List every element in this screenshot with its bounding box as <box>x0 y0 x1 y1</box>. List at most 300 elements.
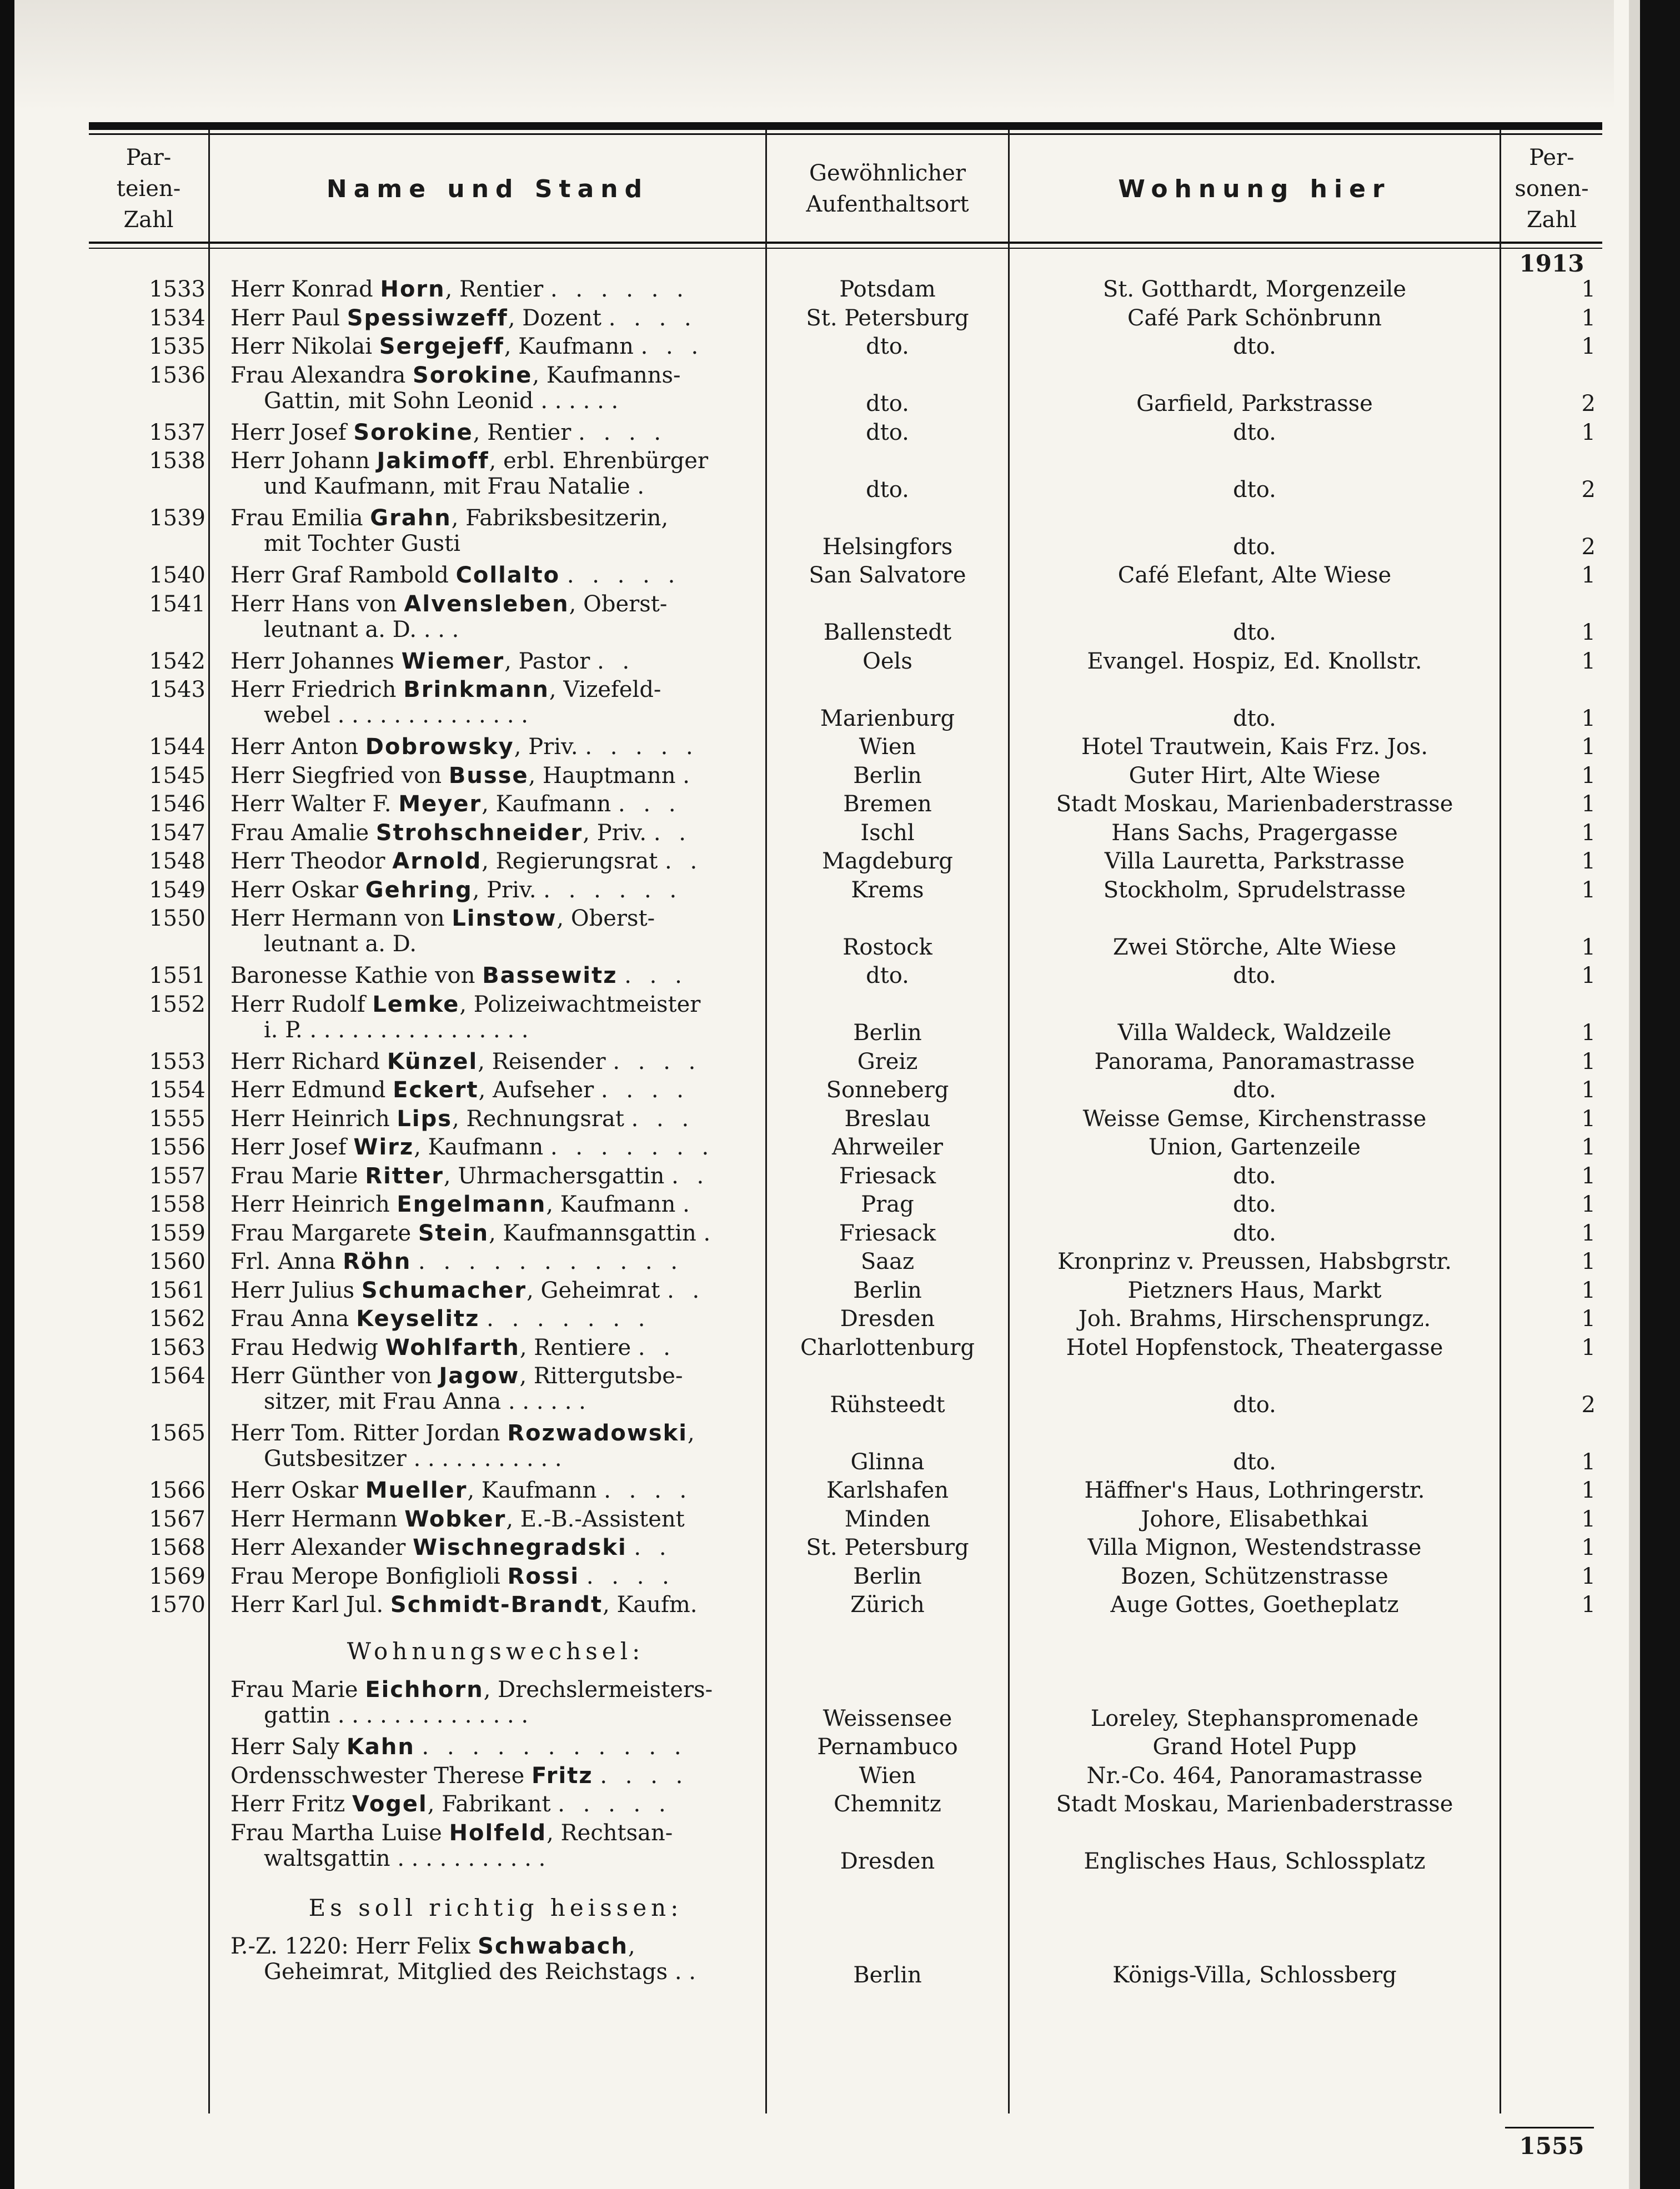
entry-name-line <box>230 363 761 388</box>
table-row <box>89 563 1602 591</box>
entry-name <box>230 1163 761 1189</box>
leader-dots: . . . . <box>586 1563 675 1589</box>
entry-wohnung: dto. <box>1233 1449 1276 1475</box>
entry-title: Herr Walter F. <box>230 791 392 817</box>
entry-occupation: , Hauptmann <box>528 762 676 789</box>
leader-dots: . . . . <box>601 1077 690 1103</box>
entry-personen: 1 <box>1581 1306 1596 1332</box>
entry-wohnung: Nr.-Co. 464, Panoramastrasse <box>1086 1763 1423 1789</box>
entry-number: 1545 <box>149 762 205 789</box>
entry-name-line <box>230 1221 761 1246</box>
entry-wohnung: Panorama, Panoramastrasse <box>1094 1048 1415 1075</box>
entry-wohnung: Café Elefant, Alte Wiese <box>1117 563 1392 588</box>
leader-dots: . . . <box>631 1106 695 1132</box>
header-line: Gewöhnlicher <box>809 160 966 186</box>
entry-name <box>230 763 761 789</box>
leader-dots: . . . . . <box>566 563 681 588</box>
entry-surname: Rossi <box>507 1563 580 1589</box>
entry-title: Herr Johann <box>230 448 370 474</box>
entry-name-line <box>230 1592 761 1618</box>
entry-aufenthaltsort: San Salvatore <box>809 563 966 588</box>
entry-surname: Sorokine <box>413 362 533 388</box>
entry-name-line <box>230 277 761 302</box>
entry-occupation: , Reisender <box>478 1048 606 1075</box>
entry-occupation: , Polizeiwachtmeister <box>459 991 701 1017</box>
entry-number: 1564 <box>149 1363 205 1389</box>
table-row <box>89 505 1602 563</box>
entry-surname: Wiemer <box>401 648 505 674</box>
table-row <box>89 1535 1602 1564</box>
entry-number: 1568 <box>149 1535 205 1560</box>
entry-personen: 1 <box>1581 620 1596 645</box>
entry-occupation: , Kaufmann <box>414 1134 544 1160</box>
entry-name <box>230 906 761 957</box>
entry-number: 1555 <box>149 1106 205 1132</box>
entry-title: Herr Heinrich <box>230 1106 390 1132</box>
entry-wohnung: dto. <box>1233 476 1276 503</box>
entry-personen: 2 <box>1581 391 1596 416</box>
page-total-rule <box>1505 2127 1594 2128</box>
entry-wohnung: Garfield, Parkstrasse <box>1136 391 1373 416</box>
entry-name-line <box>230 849 761 874</box>
entry-name-line <box>230 1934 761 1959</box>
entry-occupation: , Regierungsrat <box>482 849 658 874</box>
entry-name <box>230 849 761 874</box>
leader-dots: . . <box>638 1334 676 1360</box>
entry-personen: 1 <box>1581 1506 1596 1532</box>
entry-number: 1534 <box>149 305 205 331</box>
entry-name-line <box>230 420 761 445</box>
entry-number: 1559 <box>149 1220 205 1246</box>
entry-surname: Vogel <box>352 1791 428 1817</box>
entry-number: 1541 <box>149 591 205 617</box>
entry-aufenthaltsort: Magdeburg <box>822 849 953 874</box>
entry-name <box>230 1820 761 1871</box>
entry-personen: 1 <box>1581 1478 1596 1503</box>
entry-personen: 1 <box>1581 1106 1596 1132</box>
entry-wohnung: Johore, Elisabethkai <box>1141 1506 1368 1532</box>
entry-aufenthaltsort: Ballenstedt <box>823 620 952 645</box>
entry-number: 1556 <box>149 1134 205 1160</box>
section-title-wohnungswechsel: Wohnungswechsel: <box>347 1637 645 1665</box>
entry-aufenthaltsort: dto. <box>866 476 909 503</box>
entry-name-line <box>230 820 761 846</box>
entry-surname: Alvensleben <box>404 591 569 617</box>
entry-surname: Brinkmann <box>403 677 549 702</box>
entry-wohnung: Hotel Hopfenstock, Theatergasse <box>1066 1334 1443 1360</box>
table-row <box>89 591 1602 649</box>
table-row <box>89 277 1602 305</box>
entry-title: Frau Merope Bonfiglioli <box>230 1563 500 1589</box>
entry-surname: Strohschneider <box>375 820 583 846</box>
entry-name <box>230 1192 761 1217</box>
entry-name <box>230 1278 761 1303</box>
table-row <box>89 334 1602 363</box>
entry-name-continuation: Gutsbesitzer . . . . . . . . . . . <box>264 1446 562 1472</box>
entry-name-continuation: mit Tochter Gusti <box>264 531 461 556</box>
entry-surname: Mueller <box>365 1478 468 1503</box>
entry-personen: 1 <box>1581 762 1596 789</box>
table-row <box>89 1106 1602 1135</box>
entry-personen: 1 <box>1581 1077 1596 1103</box>
table-row <box>89 1249 1602 1278</box>
entry-name <box>230 1763 761 1789</box>
entry-number: 1551 <box>149 963 205 988</box>
table-row <box>89 1791 1602 1820</box>
entry-surname: Lips <box>397 1106 453 1132</box>
scan-edge-left <box>0 0 14 2189</box>
entry-wohnung: St. Gotthardt, Morgenzeile <box>1102 277 1407 302</box>
scan-gap-right <box>1629 0 1640 2189</box>
entry-name <box>230 791 761 817</box>
entry-aufenthaltsort: Bremen <box>843 791 932 817</box>
header-line: sonen- <box>1514 176 1589 202</box>
table-row <box>89 906 1602 963</box>
entry-surname: Horn <box>380 277 445 302</box>
entry-personen: 1 <box>1581 1277 1596 1303</box>
entry-occupation: , <box>628 1934 635 1959</box>
entry-surname: Grahn <box>370 505 452 531</box>
entry-personen: 1 <box>1581 1449 1596 1475</box>
entry-number: 1538 <box>149 448 205 474</box>
leader-dots: . . . . <box>578 419 667 445</box>
entry-wohnung: Auge Gottes, Goetheplatz <box>1110 1592 1399 1618</box>
header-line: Aufenthaltsort <box>806 192 969 217</box>
entry-title: Baronesse Kathie von <box>230 963 475 988</box>
entry-number: 1542 <box>149 648 205 674</box>
header-line: Zahl <box>1526 207 1577 233</box>
entry-wohnung: dto. <box>1233 705 1276 731</box>
entry-name-line <box>230 1249 761 1274</box>
entry-surname: Arnold <box>392 849 482 874</box>
entry-name <box>230 1077 761 1103</box>
entry-aufenthaltsort: dto. <box>866 334 909 359</box>
entry-wohnung: Guter Hirt, Alte Wiese <box>1129 762 1381 789</box>
entry-name-line <box>230 1535 761 1560</box>
entry-aufenthaltsort: Chemnitz <box>834 1791 941 1817</box>
entry-aufenthaltsort: Sonneberg <box>826 1077 949 1103</box>
entry-title: Herr Paul <box>230 305 340 331</box>
entry-name <box>230 277 761 302</box>
entry-name-line <box>230 677 761 702</box>
table-row <box>89 649 1602 677</box>
entry-personen: 1 <box>1581 934 1596 960</box>
entry-occupation: , Pastor <box>504 648 590 674</box>
entry-title: Herr Hermann von <box>230 906 445 931</box>
table-row <box>89 1507 1602 1535</box>
header-line: Zahl <box>123 207 174 233</box>
entry-occupation: , erbl. Ehrenbürger <box>489 448 709 474</box>
entry-occupation: , Rentier <box>473 419 571 445</box>
entry-wohnung: Café Park Schönbrunn <box>1127 305 1382 331</box>
entry-name-line <box>230 963 761 988</box>
entry-name-line <box>230 1106 761 1132</box>
entry-number: 1535 <box>149 334 205 359</box>
entry-personen: 1 <box>1581 705 1596 731</box>
entry-wohnung: Stadt Moskau, Marienbaderstrasse <box>1056 791 1453 817</box>
entry-personen: 2 <box>1581 1392 1596 1418</box>
entry-title: Ordensschwester Therese <box>230 1763 525 1789</box>
entry-name <box>230 677 761 728</box>
entry-name <box>230 1934 761 1985</box>
entry-name <box>230 1677 761 1728</box>
entry-name <box>230 420 761 445</box>
entry-aufenthaltsort: Oels <box>862 648 912 674</box>
entry-wohnung: Häffner's Haus, Lothringerstr. <box>1084 1478 1425 1503</box>
entry-name <box>230 1049 761 1075</box>
entry-name <box>230 1535 761 1560</box>
entry-wohnung: dto. <box>1233 419 1276 445</box>
entry-surname: Lemke <box>372 991 460 1017</box>
entry-wohnung: dto. <box>1233 620 1276 645</box>
entry-wohnung: Union, Gartenzeile <box>1149 1134 1361 1160</box>
entry-personen: 1 <box>1581 820 1596 846</box>
entry-wohnung: Weisse Gemse, Kirchenstrasse <box>1082 1106 1427 1132</box>
entry-personen: 1 <box>1581 334 1596 359</box>
table-row <box>89 849 1602 877</box>
entry-occupation: , Oberst- <box>569 591 668 617</box>
leader-dots: . <box>683 1192 695 1217</box>
entry-wohnung: Stockholm, Sprudelstrasse <box>1103 877 1406 903</box>
leader-dots: . . . . <box>604 1478 693 1503</box>
entry-surname: Schmidt-Brandt <box>390 1592 603 1618</box>
entry-aufenthaltsort: Pernambuco <box>817 1734 958 1760</box>
entry-aufenthaltsort: Berlin <box>853 1962 922 1988</box>
entry-title: Frau Amalie <box>230 820 369 846</box>
entry-name <box>230 734 761 760</box>
entry-name-line <box>230 763 761 789</box>
entry-title: Herr Karl Jul. <box>230 1592 384 1618</box>
table-row <box>89 305 1602 334</box>
entry-wohnung: Kronprinz v. Preussen, Habsbgrstr. <box>1057 1249 1452 1274</box>
entry-name-line <box>230 1507 761 1532</box>
leader-dots: . . . <box>640 334 704 359</box>
entry-occupation: , Fabrikant <box>427 1791 551 1817</box>
entry-name-line <box>230 1734 761 1760</box>
entry-name-line <box>230 1564 761 1589</box>
guest-list-page <box>89 117 1602 2160</box>
table-row <box>89 1420 1602 1478</box>
entry-number: 1544 <box>149 734 205 760</box>
entry-aufenthaltsort: Dresden <box>840 1306 935 1332</box>
leader-dots: . . . . <box>608 305 697 331</box>
entry-surname: Eichhorn <box>365 1677 484 1703</box>
leader-dots: . . . <box>624 963 688 988</box>
entry-name <box>230 1791 761 1817</box>
entry-aufenthaltsort: dto. <box>866 419 909 445</box>
entry-surname: Schumacher <box>361 1277 527 1303</box>
entry-name-line <box>230 563 761 588</box>
table-row <box>89 992 1602 1049</box>
entry-name <box>230 1335 761 1360</box>
header-aufenthaltsort <box>767 139 1008 239</box>
entry-title: Herr Theodor <box>230 849 385 874</box>
header-rule <box>89 242 1602 244</box>
entry-name-line <box>230 1820 761 1846</box>
header-line: Per- <box>1529 145 1574 170</box>
table-row <box>89 820 1602 849</box>
entry-occupation: , Uhrmachersgattin <box>443 1163 665 1189</box>
table-row <box>89 1163 1602 1192</box>
entry-surname: Sergejeff <box>379 334 504 359</box>
entry-aufenthaltsort: Rostock <box>842 934 932 960</box>
header-name-und-stand: Name und Stand <box>326 174 649 203</box>
top-rule-thin <box>89 133 1602 135</box>
entry-wohnung: Pietzners Haus, Markt <box>1127 1277 1382 1303</box>
entry-personen: 1 <box>1581 648 1596 674</box>
entry-title: Herr Rudolf <box>230 991 365 1017</box>
entry-surname: Dobrowsky <box>365 734 514 760</box>
entry-name <box>230 1106 761 1132</box>
leader-dots: . <box>683 762 695 789</box>
entry-surname: Rozwadowski <box>507 1420 688 1446</box>
entry-personen: 1 <box>1581 305 1596 331</box>
entry-personen: 1 <box>1581 734 1596 760</box>
entry-surname: Wobker <box>404 1506 506 1532</box>
entry-aufenthaltsort: Potsdam <box>839 277 936 302</box>
table-row <box>89 1192 1602 1221</box>
entry-name-line <box>230 1049 761 1075</box>
entry-number: 1563 <box>149 1334 205 1360</box>
entry-personen: 1 <box>1581 791 1596 817</box>
entry-name-line <box>230 1335 761 1360</box>
entry-number: 1537 <box>149 419 205 445</box>
entry-title: Frau Anna <box>230 1306 349 1332</box>
entry-occupation: , Drechslermeisters- <box>483 1677 713 1703</box>
entry-title: Frau Marie <box>230 1677 358 1703</box>
entry-personen: 1 <box>1581 1220 1596 1246</box>
entry-surname: Sorokine <box>353 419 473 445</box>
entry-number: 1565 <box>149 1420 205 1446</box>
entry-name-line <box>230 1192 761 1217</box>
entry-surname: Bassewitz <box>482 963 618 988</box>
entry-aufenthaltsort: Krems <box>851 877 924 903</box>
entry-surname: Wohlfarth <box>385 1334 520 1360</box>
entry-wohnung: Stadt Moskau, Marienbaderstrasse <box>1056 1791 1453 1817</box>
table-row <box>89 877 1602 906</box>
entry-surname: Fritz <box>531 1763 593 1789</box>
entry-aufenthaltsort: Prag <box>861 1192 914 1217</box>
entry-number: 1550 <box>149 906 205 931</box>
entry-wohnung: Königs-Villa, Schlossberg <box>1112 1962 1397 1988</box>
entry-occupation: , Rechnungsrat <box>452 1106 624 1132</box>
entry-aufenthaltsort: Breslau <box>844 1106 931 1132</box>
header-parteien-zahl <box>89 139 208 239</box>
entry-name <box>230 820 761 846</box>
entry-surname: Röhn <box>343 1249 412 1274</box>
entry-personen: 1 <box>1581 1249 1596 1274</box>
entry-title: Herr Nikolai <box>230 334 373 359</box>
leader-dots: . . <box>665 849 703 874</box>
entry-aufenthaltsort: Rühsteedt <box>830 1392 945 1418</box>
entry-name <box>230 363 761 414</box>
entry-name-line <box>230 505 761 531</box>
entry-aufenthaltsort: Friesack <box>839 1163 936 1189</box>
entry-personen: 1 <box>1581 277 1596 302</box>
table-row <box>89 448 1602 505</box>
entry-name <box>230 1249 761 1274</box>
entry-name-line <box>230 1163 761 1189</box>
entry-personen: 1 <box>1581 877 1596 903</box>
leader-dots: . . . . . . <box>543 877 683 903</box>
entry-title: Herr Edmund <box>230 1077 386 1103</box>
leader-dots: . . . . <box>613 1048 701 1075</box>
entry-occupation: , Priv. <box>472 877 536 903</box>
entry-title: Herr Oskar <box>230 1478 359 1503</box>
entry-wohnung: Joh. Brahms, Hirschensprungz. <box>1078 1306 1431 1332</box>
entry-name <box>230 563 761 588</box>
entry-number: 1552 <box>149 991 205 1017</box>
entry-name-continuation: i. P. . . . . . . . . . . . . . . . . <box>264 1017 529 1043</box>
entry-personen: 1 <box>1581 1563 1596 1589</box>
entry-title: Herr Siegfried von <box>230 762 442 789</box>
entry-name-line <box>230 305 761 331</box>
entry-title: Frau Martha Luise <box>230 1820 442 1846</box>
entry-name-continuation: webel . . . . . . . . . . . . . . <box>264 702 528 728</box>
entry-title: Herr Josef <box>230 419 347 445</box>
entry-number: 1557 <box>149 1163 205 1189</box>
entry-number: 1533 <box>149 277 205 302</box>
table-row <box>89 1306 1602 1335</box>
entry-number: 1546 <box>149 791 205 817</box>
leader-dots: . . <box>634 1535 672 1560</box>
table-row <box>89 363 1602 420</box>
entry-title: Herr Konrad <box>230 277 373 302</box>
entry-number: 1562 <box>149 1306 205 1332</box>
entry-name-line <box>230 1791 761 1817</box>
leader-dots: . . <box>667 1277 705 1303</box>
entry-name-continuation: leutnant a. D. . . . <box>264 616 459 642</box>
scan-edge-right <box>1640 0 1680 2189</box>
entry-personen: 1 <box>1581 419 1596 445</box>
entry-surname: Eckert <box>393 1077 479 1103</box>
entry-aufenthaltsort: Ahrweiler <box>831 1134 944 1160</box>
entry-name-line <box>230 1420 761 1446</box>
entry-surname: Spessiwzeff <box>347 305 508 331</box>
entry-aufenthaltsort: Marienburg <box>820 705 955 731</box>
entry-name-continuation: waltsgattin . . . . . . . . . . . <box>264 1845 546 1871</box>
entry-name <box>230 1221 761 1246</box>
entry-occupation: , <box>687 1420 695 1446</box>
entry-number: 1547 <box>149 820 205 846</box>
table-row <box>89 1677 1602 1734</box>
entry-aufenthaltsort: Berlin <box>853 1563 922 1589</box>
entry-surname: Künzel <box>387 1048 478 1075</box>
entry-name <box>230 505 761 556</box>
leader-dots: . . <box>671 1163 710 1189</box>
entry-name <box>230 1134 761 1160</box>
entry-surname: Jakimoff <box>377 448 489 474</box>
entry-occupation: , Kaufmanns- <box>532 362 681 388</box>
entry-aufenthaltsort: Friesack <box>839 1220 936 1246</box>
entry-name-continuation: gattin . . . . . . . . . . . . . . <box>264 1703 529 1728</box>
entry-surname: Jagow <box>439 1363 520 1389</box>
leader-dots: . . . . . . . . . . . <box>418 1249 684 1274</box>
scan-shadow-top <box>14 0 1614 111</box>
entry-occupation: , Fabriksbesitzerin, <box>451 505 669 531</box>
section-title-correction: Es soll richtig heissen: <box>308 1894 683 1921</box>
entry-name <box>230 1306 761 1332</box>
entry-name-line <box>230 1478 761 1503</box>
entry-surname: Wirz <box>353 1134 414 1160</box>
table-row <box>89 1592 1602 1621</box>
table-row <box>89 1335 1602 1364</box>
entry-aufenthaltsort: Saaz <box>860 1249 915 1274</box>
entry-aufenthaltsort: Zürich <box>850 1592 925 1618</box>
entry-surname: Ritter <box>365 1163 444 1189</box>
entry-wohnung: dto. <box>1233 963 1276 988</box>
table-row <box>89 791 1602 820</box>
